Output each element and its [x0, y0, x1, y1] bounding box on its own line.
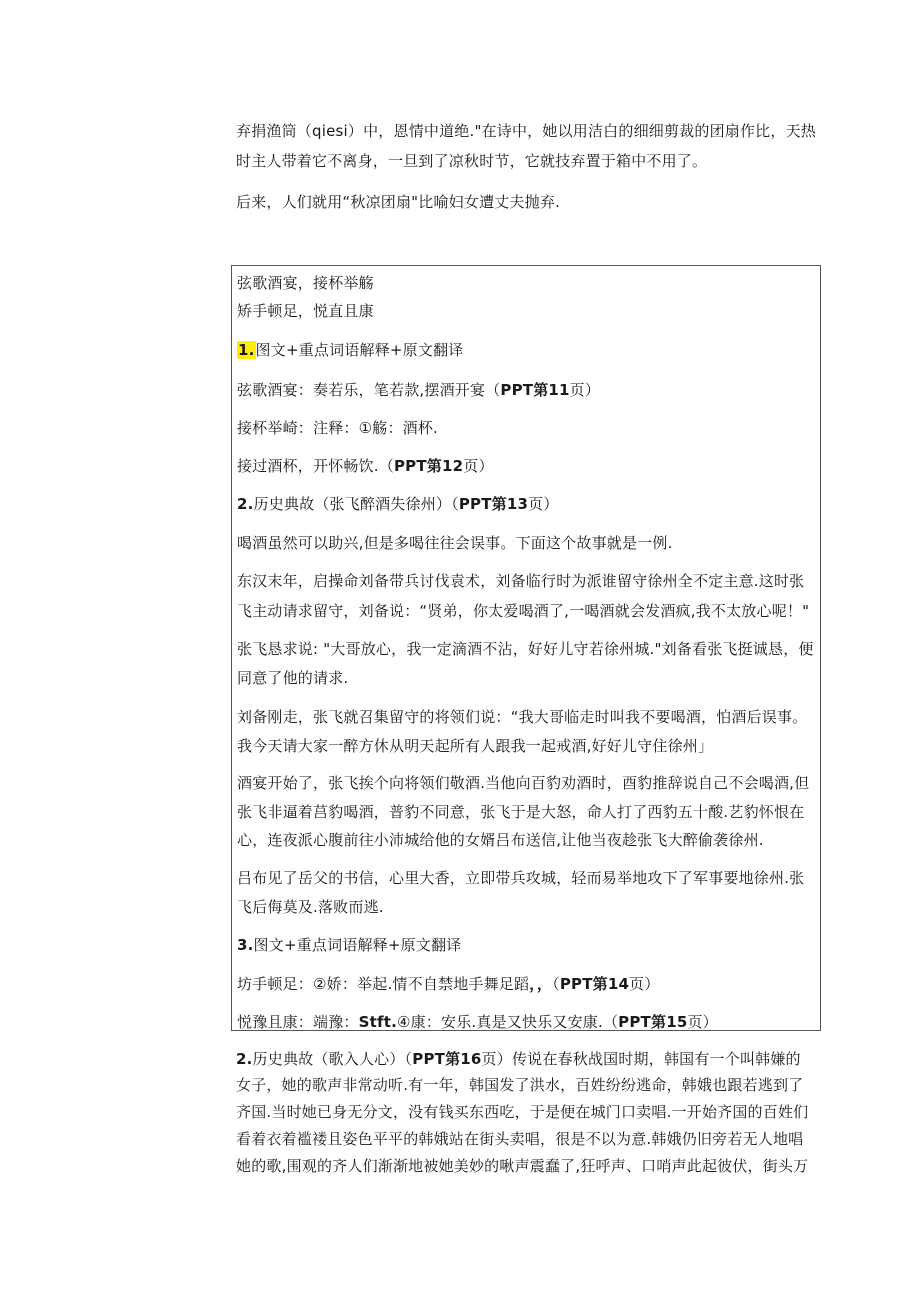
box-line-5-text: 悦豫且康：端豫：	[237, 1013, 359, 1031]
section-1-text: 图文+重点词语解释+原文翻译	[255, 341, 464, 359]
box-line-1-end: 页）	[569, 381, 601, 399]
story-para-4-line-2: 我今天请大家一醉方休从明天起所有人跟我一起戒酒,好好儿守住徐州」	[237, 737, 714, 755]
after-heading-ref: PPT第16	[412, 1050, 482, 1068]
intro-line-2: 时主人带着它不离身，一旦到了凉秋时节，它就技弃置于箱中不用了。	[236, 152, 708, 170]
section-3-number: 3.	[237, 936, 254, 954]
box-line-3-ref: PPT第12	[393, 457, 464, 475]
box-line-5-text-2: ④康：安乐.真是又快乐又安康.（	[396, 1013, 619, 1031]
after-line-3: 齐国.当时她已身无分文，没有钱买东西吃，于是便在城门口卖唱.一开始齐国的百姓们	[236, 1103, 809, 1121]
box-line-5	[237, 1012, 718, 1032]
section-2-number: 2.	[237, 495, 254, 513]
story-para-2-line-1: 东汉末年，启操命刘备带兵讨伐袁术，刘备临行时为派谁留守徐州全不定主意.这时张	[237, 572, 805, 590]
box-line-3-end: 页）	[463, 457, 494, 475]
story-para-6-line-1: 吕布见了岳父的书信，心里大香，立即带兵攻城，轻而易举地攻下了军事要地徐州.张	[237, 869, 805, 887]
box-line-4	[237, 974, 660, 994]
after-line-4: 看着衣着褴褛且姿色平平的韩娥站在街头卖唱，很是不以为意.韩娥仍旧旁若无人地唱	[236, 1130, 804, 1148]
after-heading	[236, 1049, 801, 1069]
section-2-ref: PPT第13	[458, 495, 529, 513]
after-line-2: 女子，她的歌声非常动听.有一年，韩国发了洪水，百姓纷纷逃命，韩娥也跟若逃到了	[236, 1076, 804, 1094]
intro-line-3: 后来，人们就用“秋凉团扇"比喻妇女遭丈夫抛弃.	[236, 193, 561, 211]
story-para-3-line-1: 张飞恳求说: "大哥放心，我一定滴酒不沾，好好儿守若徐州城."刘备看张飞挺诚恳，便	[237, 640, 814, 658]
story-para-2-line-2: 飞主动请求留守，刘备说：“贤弟，你太爱喝酒了,一喝酒就会发酒疯,我不太放心呢！"	[237, 602, 810, 620]
box-line-4-ref: PPT第14	[559, 975, 630, 993]
intro-line-1: 弃捐渔筒（qiesi）中，恩情中道绝."在诗中，她以用洁白的细细剪裁的团扇作比，天热	[236, 122, 816, 140]
section-2-text: 历史典故（张飞醉酒失徐州）（	[253, 495, 459, 513]
section-2-end: 页）	[528, 495, 559, 513]
box-line-3	[237, 456, 494, 476]
after-heading-end: 页）传说在春秋战国时期，韩国有一个叫韩嫌的	[481, 1050, 801, 1068]
box-line-1-ref: PPT第11	[500, 381, 570, 399]
section-3-heading	[237, 935, 462, 955]
after-heading-number: 2.	[236, 1050, 253, 1068]
after-line-5: 她的歌,围观的齐人们渐渐地被她美妙的啾声震蠢了,狂呼声、口哨声此起彼伏，街头万	[236, 1157, 809, 1175]
box-title-1: 弦歌酒宴，接杯举觞	[237, 274, 374, 292]
story-para-3-line-2: 同意了他的请求.	[237, 669, 349, 687]
section-3-text: 图文+重点词语解释+原文翻译	[253, 936, 462, 954]
box-line-5-code: Stft.	[358, 1013, 397, 1031]
after-heading-text: 历史典故（歌入人心）（	[252, 1050, 413, 1068]
section-1-heading	[237, 340, 464, 360]
box-line-1-text: 弦歌酒宴：奏若乐，笔若款,摆酒开宴（	[237, 381, 501, 399]
story-para-4-line-1: 刘备刚走，张飞就召集留守的将领们说：“我大哥临走时叫我不要喝酒，怕酒后误事。	[237, 708, 808, 726]
box-line-5-end: 页）	[687, 1013, 718, 1031]
story-para-5-line-2: 张飞非逼着莒豹喝酒，普豹不同意，张飞于是大怒，命人打了西豹五十酸.艺豹怀恨在	[237, 803, 805, 821]
box-line-3-text: 接过酒杯，开怀畅饮.（	[237, 457, 394, 475]
section-1-number: 1.	[238, 341, 255, 359]
box-line-4-text: 坊手顿足：②娇：举起.情不自禁地手舞足蹈	[237, 975, 530, 993]
box-line-2: 接杯举崎：注释：①觞：酒杯.	[237, 419, 439, 437]
story-para-6-line-2: 飞后侮莫及.落败而逃.	[237, 898, 384, 916]
box-title-2: 矫手顿足，悦直且康	[237, 302, 374, 320]
section-2-heading	[237, 494, 559, 514]
story-para-5-line-3: 心，连夜派心腹前往小沛城给他的女婿吕布送信,让他当夜趁张飞大醉偷袭徐州.	[237, 831, 764, 849]
box-line-5-ref: PPT第15	[618, 1013, 688, 1031]
story-para-5-line-1: 酒宴开始了，张飞挨个向将领们敬酒.当他向百豹劝酒时，酉豹推辞说自己不会喝酒,但	[237, 774, 810, 792]
box-line-4-punct: ，，	[529, 975, 553, 993]
story-para-1: 喝酒虽然可以助兴,但是多喝往往会误事。下面这个故事就是一例.	[237, 534, 673, 552]
box-line-4-paren: （	[552, 975, 560, 993]
box-line-4-end: 页）	[629, 975, 660, 993]
box-line-1	[237, 380, 600, 400]
